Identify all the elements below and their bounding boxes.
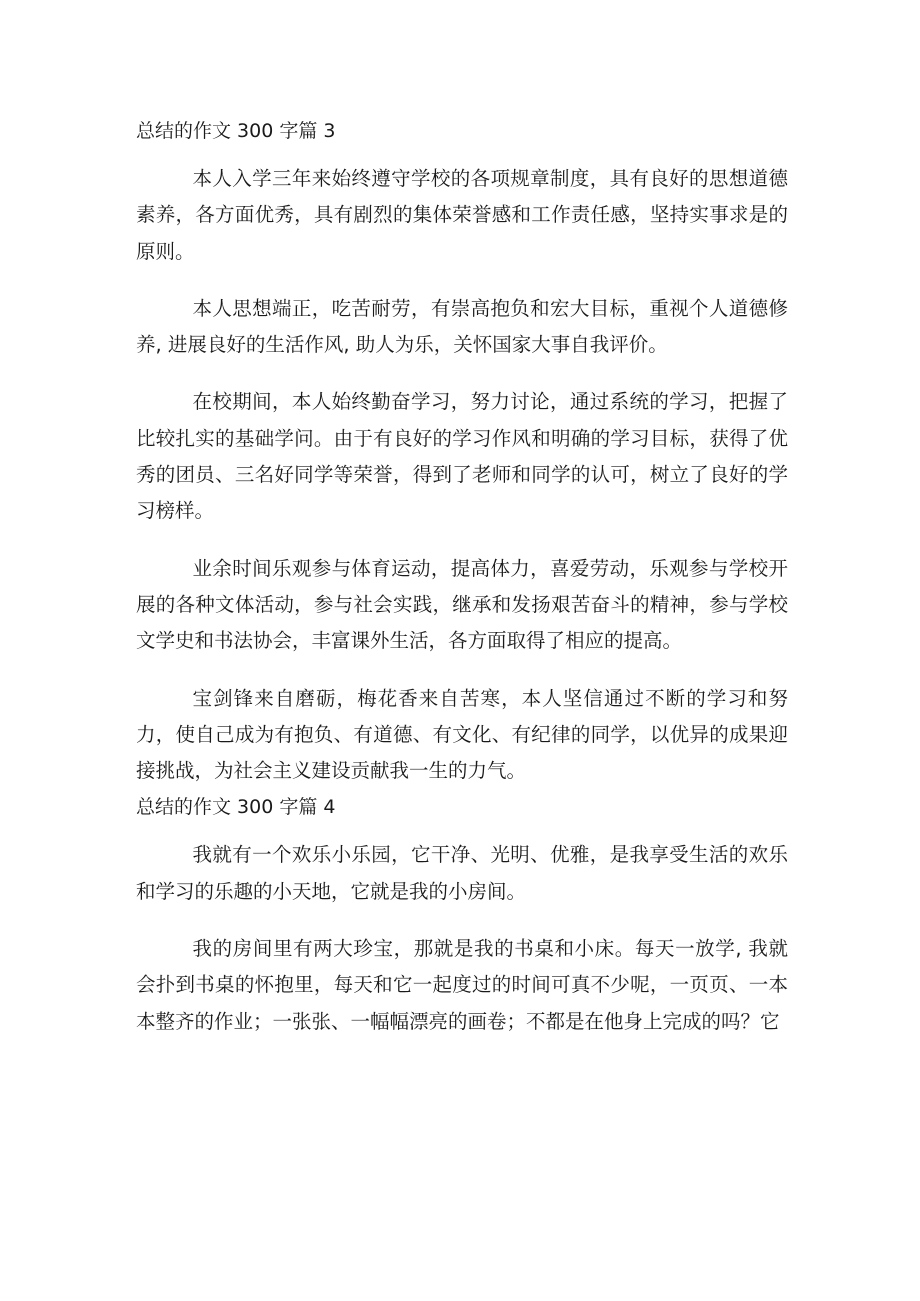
document-page [136,113,788,1040]
paragraph: 宝剑锋来自磨砺，梅花香来自苦寒，本人坚信通过不断的学习和努力，使自己成为有抱负、有道德、有文化、有纪律的同学，以优异的成果迎接挑战，为社会主义建设贡献我一生的力气。 [136,686,788,783]
section-title: 总结的作文 300 字篇 4 [136,796,336,819]
paragraph: 我的房间里有两大珍宝，那就是我的书桌和小床。每天一放学, 我就会扑到书桌的怀抱里，每天和它一起度过的时间可真不少呢，一页页、一本本整齐的作业；一张张、一幅幅漂亮的画卷；不都是在他身上完成的吗？它 [136,937,788,1033]
paragraph: 业余时间乐观参与体育运动，提高体力，喜爱劳动，乐观参与学校开展的各种文体活动，参与社会实践，继承和发扬艰苦奋斗的精神，参与学校文学史和书法协会，丰富课外生活，各方面取得了相应的提高。 [136,556,788,653]
paragraph: 我就有一个欢乐小乐园，它干净、光明、优雅，是我享受生活的欢乐和学习的乐趣的小天地，它就是我的小房间。 [136,843,788,903]
paragraph: 本人入学三年来始终遵守学校的各项规章制度，具有良好的思想道德素养，各方面优秀，具有剧烈的集体荣誉感和工作责任感，坚持实事求是的原则。 [136,167,788,263]
paragraph: 在校期间，本人始终勤奋学习，努力讨论，通过系统的学习，把握了比较扎实的基础学问。由于有良好的学习作风和明确的学习目标，获得了优秀的团员、三名好同学等荣誉，得到了老师和同学的认可，树立了良好的学习榜样。 [136,390,788,523]
section-title: 总结的作文 300 字篇 3 [136,120,336,142]
paragraph: 本人思想端正，吃苦耐劳，有崇高抱负和宏大目标，重视个人道德修养, 进展良好的生活作风, 助人为乐，关怀国家大事自我评价。 [136,296,788,357]
